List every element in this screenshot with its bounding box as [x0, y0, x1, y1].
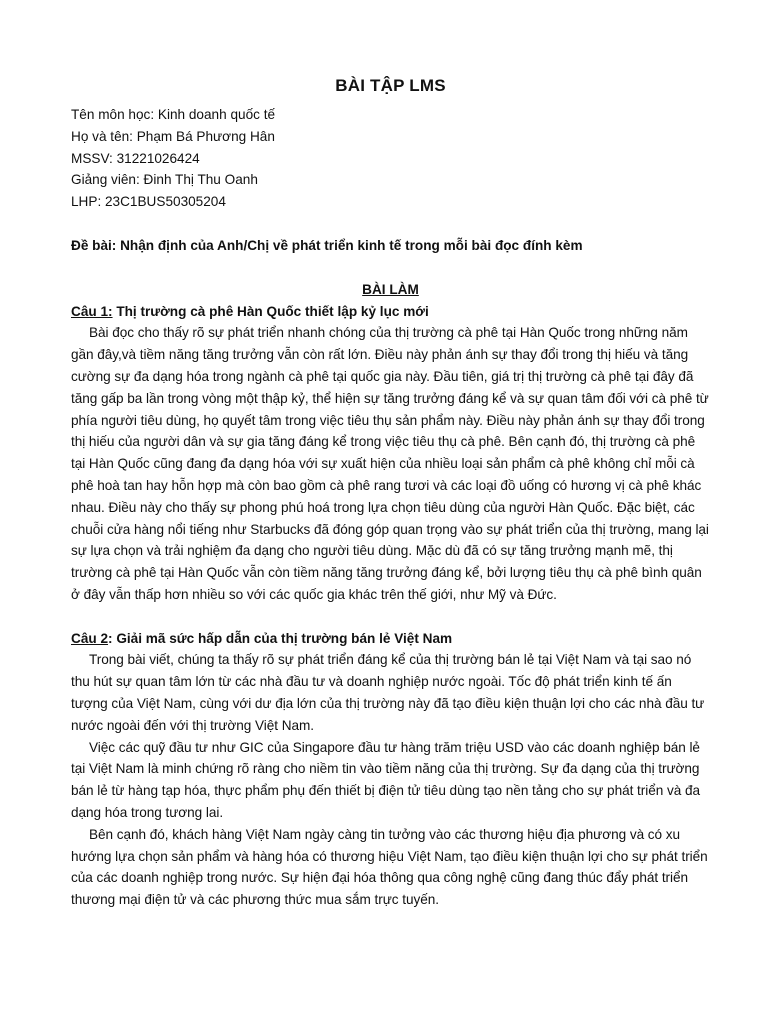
- question-2-heading: [71, 628, 710, 650]
- question-2-label: Câu 2: [71, 630, 109, 646]
- question-2: [71, 628, 710, 911]
- question-2-title: : Giải mã sức hấp dẫn của thị trường bán lẻ Việt Nam: [108, 630, 453, 646]
- document-title: BÀI TẬP LMS: [335, 76, 446, 95]
- question-2-paragraph-3: Bên cạnh đó, khách hàng Việt Nam ngày càng tin tưởng vào các thương hiệu địa phương và có xu hướng lựa chọn sản phẩm và hàng hóa có thương hiệu Việt Nam, tạo điều kiện thuận lợi cho sự phát triển của các doanh nghiệp trong nước. Sự hiện đại hóa thông qua công nghệ cũng đang thúc đẩy phát triển thương mại điện tử và các phương thức mua sắm trực tuyến.: [71, 826, 708, 908]
- question-2-paragraph-2: Việc các quỹ đầu tư như GIC của Singapore đầu tư hàng trăm triệu USD vào các doanh nghiệp bán lẻ tại Việt Nam là minh chứng rõ ràng cho niềm tin vào tiềm năng của thị trường. Sự đa dạng của thị trường bán lẻ từ hàng tạp hóa, thực phẩm phụ đến thiết bị điện tử tiêu dùng tạo nền tảng cho sự phát triển và đa dạng hóa trong tương lai.: [71, 739, 700, 820]
- question-2-paragraph-1: Trong bài viết, chúng ta thấy rõ sự phát triển đáng kể của thị trường bán lẻ tại Việt Nam và tại sao nó thu hút sự quan tâm lớn từ các nhà đầu tư và doanh nghiệp nước ngoài. Tốc độ phát triển kinh tế ấn tượng của Việt Nam, cùng với dư địa lớn của thị trường này đã tạo điều kiện thuận lợi cho các nhà đầu tư nước ngoài đến với thị trường Việt Nam.: [71, 652, 705, 733]
- question-1-paragraph-1: Bài đọc cho thấy rõ sự phát triển nhanh chóng của thị trường cà phê tại Hàn Quốc trong những năm gần đây,và tiềm năng tăng trưởng vẫn còn rất lớn. Điều này phản ánh sự thay đổi trong thị hiếu và tăng cường sự đa dạng hóa trong ngành cà phê tại quốc gia này. Đầu tiên, giá trị thị trường cà phê tại đây đã tăng gấp ba lần trong vòng một thập kỷ, thể hiện sự tăng trưởng đáng kể và sự quan tâm đối với cà phê từ phía người tiêu dùng, họ quyết tâm trong việc tiêu thụ sản phẩm này. Điều này phản ánh sự thay đổi trong thị hiếu của người dân và sự gia tăng đáng kể trong việc tiêu thụ cà phê. Bên cạnh đó, thị trường cà phê tại Hàn Quốc cũng đang đa dạng hóa với sự xuất hiện của nhiều loại sản phẩm cà phê không chỉ mỗi cà phê hoà tan hay hỗn hợp mà còn bao gồm cà phê rang tươi và các loại đồ uống có hương vị cà phê khác nhau. Điều này cho thấy sự phong phú hoá trong lựa chọn tiêu dùng của người Hàn Quốc. Đặc biệt, các chuỗi cửa hàng nổi tiếng như Starbucks đã đóng góp quan trọng vào sự phát triển của thị trường, mang lại sự lựa chọn và trải nghiệm đa dạng cho người tiêu dùng. Mặc dù đã có sự tăng trưởng mạnh mẽ, thị trường cà phê tại Hàn Quốc vẫn còn tiềm năng tăng trưởng đáng kể, bởi lượng tiêu thụ cà phê bình quân ở đây vẫn thấp hơn nhiều so với các quốc gia khác trên thế giới, như Mỹ và Đức.: [71, 325, 709, 602]
- question-1-heading: [71, 301, 710, 323]
- student-id-line: MSSV: 31221026424: [71, 150, 200, 166]
- question-1-title: Thị trường cà phê Hàn Quốc thiết lập kỷ lục mới: [112, 303, 429, 319]
- lecturer-line: Giảng viên: Đinh Thị Thu Oanh: [71, 172, 258, 188]
- question-1-label: Câu 1:: [71, 303, 113, 319]
- student-name-line: Họ và tên: Phạm Bá Phương Hân: [71, 128, 275, 144]
- question-1: [71, 301, 710, 606]
- course-name-line: Tên môn học: Kinh doanh quốc tế: [71, 107, 276, 122]
- student-info: [71, 104, 710, 213]
- section-heading: BÀI LÀM: [362, 281, 419, 297]
- class-code-line: LHP: 23C1BUS50305204: [71, 194, 226, 210]
- assignment-prompt: Đề bài: Nhận định của Anh/Chị về phát triển kinh tế trong mỗi bài đọc đính kèm: [71, 237, 583, 253]
